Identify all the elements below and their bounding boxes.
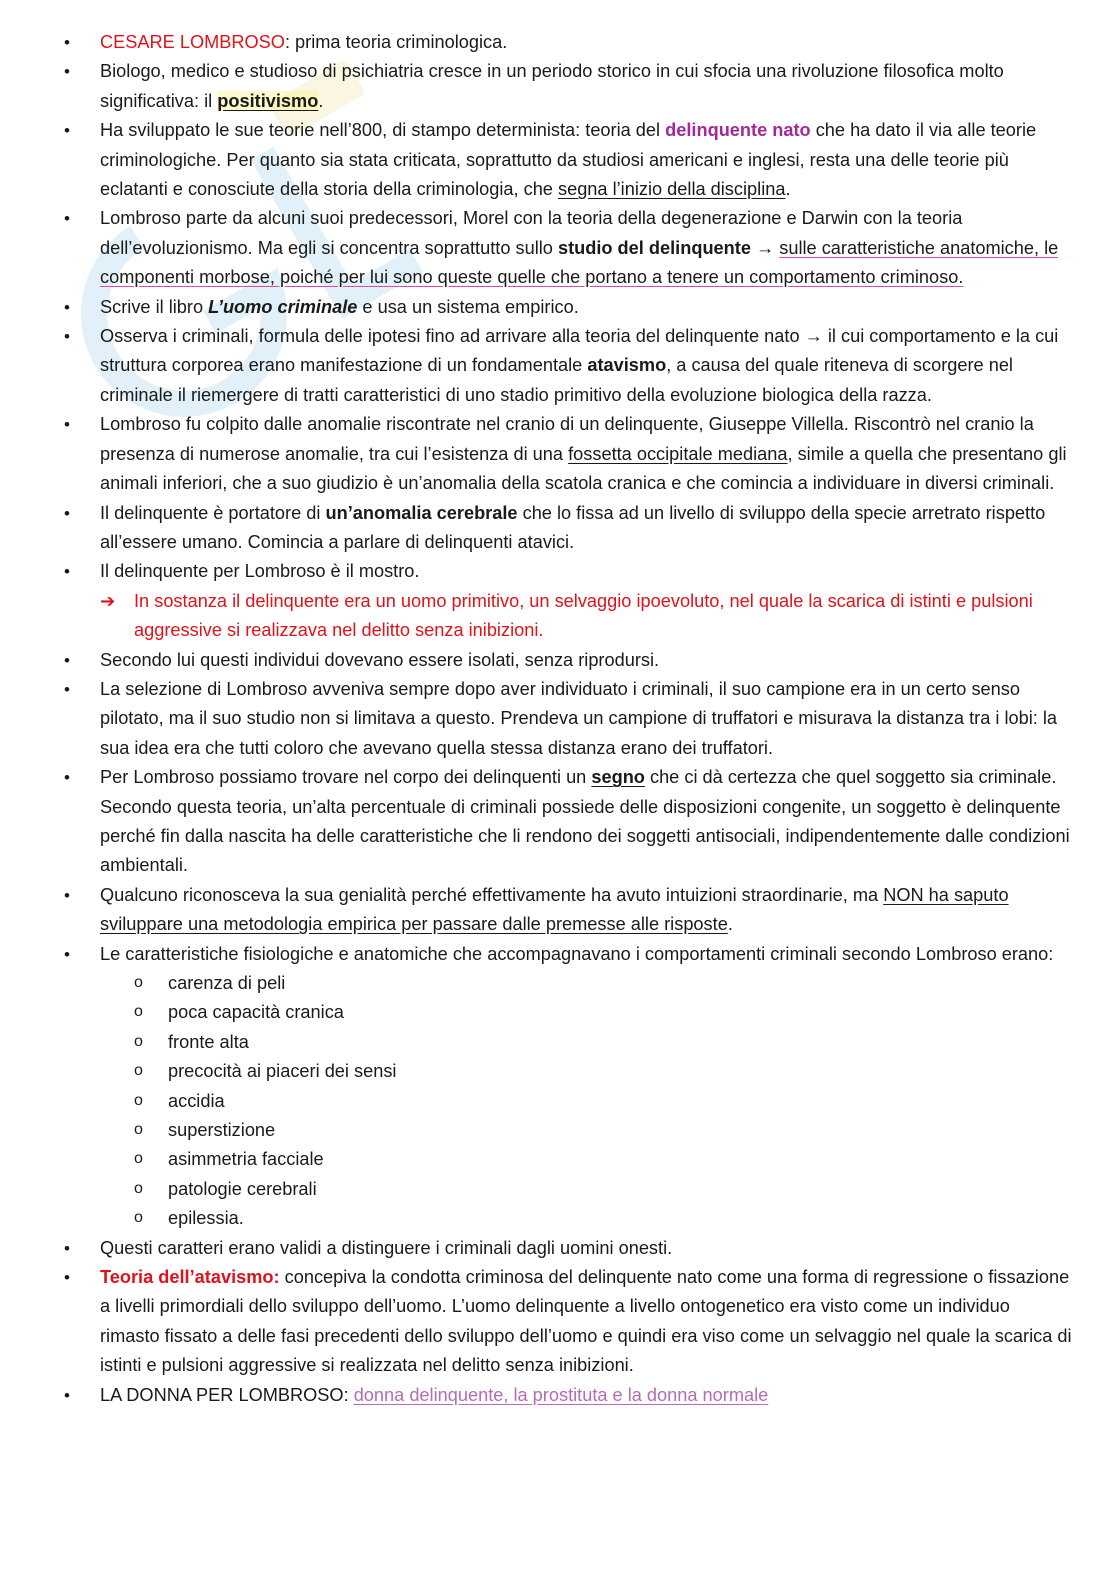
list-item: • Qualcuno riconosceva la sua genialità perché effettivamente ha avuto intuizioni straordinarie, ma NON ha saputo sviluppare una metodologia empirica per passare dalle premesse alle risposte. bbox=[62, 881, 1074, 940]
list-item: • Questi caratteri erano validi a distinguere i criminali dagli uomini onesti. bbox=[62, 1234, 1074, 1263]
list-item: • Secondo lui questi individui dovevano essere isolati, senza riprodursi. bbox=[62, 646, 1074, 675]
sub-list-item: o poca capacità cranica bbox=[100, 998, 1074, 1027]
keyword-delinquente-nato: delinquente nato bbox=[665, 120, 811, 141]
list-item: • Il delinquente è portatore di un’anomalia cerebrale che lo fissa ad un livello di sviluppo della specie arretrato rispetto all’essere umano. Comincia a parlare di delinquenti atavici. bbox=[62, 499, 1074, 558]
sub-list-item: o asimmetria facciale bbox=[100, 1145, 1074, 1174]
sub-list-item: o superstizione bbox=[100, 1116, 1074, 1145]
arrow-icon: → bbox=[750, 237, 780, 258]
bullet-list bbox=[62, 28, 1074, 1410]
theory-label: Teoria dell’atavismo: bbox=[100, 1267, 280, 1288]
list-item: • Teoria dell’atavismo: concepiva la condotta criminosa del delinquente nato come una forma di regressione o fissazione a livelli primordiali dello sviluppo dell’uomo. L’uomo delinquente a livello ontogenetico era visto come un individuo rimasto fissato a delle fasi precedenti dello sviluppo dell’uomo e quindi era viso come un selvaggio nel quale la scarica di istinti e pulsioni aggressive si realizzata nel delitto senza inibizioni. bbox=[62, 1263, 1074, 1381]
list-item: • Lombroso parte da alcuni suoi predecessori, Morel con la teoria della degenerazione e Darwin con la teoria dell’evoluzionismo. Ma egli si concentra soprattutto sullo studio del delinquente → sulle caratteristiche anatomiche, le componenti morbose, poiché per lui sono queste quelle che portano a tenere un comportamento criminoso. bbox=[62, 204, 1074, 292]
list-item: • Biologo, medico e studioso di psichiatria cresce in un periodo storico in cui sfocia una rivoluzione filosofica molto significativa: il positivismo. bbox=[62, 57, 1074, 116]
women-link[interactable]: donna delinquente, la prostituta e la donna normale bbox=[353, 1384, 769, 1405]
sub-list-item: o precocità ai piaceri dei sensi bbox=[100, 1057, 1074, 1086]
list-item: • Il delinquente per Lombroso è il mostro. ➔ In sostanza il delinquente era un uomo primitivo, un selvaggio ipoevoluto, nel quale la scarica di istinti e pulsioni aggressive si realizzava nel delitto senza inibizioni. bbox=[62, 557, 1074, 645]
keyword-positivismo: positivismo bbox=[217, 90, 319, 111]
notes-content bbox=[62, 28, 1074, 1410]
list-item: • Osserva i criminali, formula delle ipotesi fino ad arrivare alla teoria del delinquente nato → il cui comportamento e la cui struttura corporea erano manifestazione di un fondamentale atavismo, a causa del quale riteneva di scorgere nel criminale il riemergere di tratti caratteristici di uno stadio primitivo della evoluzione biologica della razza. bbox=[62, 322, 1074, 410]
list-item: • Lombroso fu colpito dalle anomalie riscontrate nel cranio di un delinquente, Giuseppe Villella. Riscontrò nel cranio la presenza di numerose anomalie, tra cui l’esistenza di una fossetta occipitale mediana, simile a quella che presentano gli animali inferiori, che a suo giudizio è un’anomalia della scatola cranica e che comincia a individuare in diversi criminali. bbox=[62, 410, 1074, 498]
list-item: • Le caratteristiche fisiologiche e anatomiche che accompagnavano i comportamenti criminali secondo Lombroso erano: o carenza di peli o poca capacità cranica o fronte alta o precocità ai piaceri dei sensi o accidia o superstizione o asimmetria facciale o patologie cerebrali o epilessia. bbox=[62, 940, 1074, 1234]
sub-list-item: o fronte alta bbox=[100, 1028, 1074, 1057]
list-item: • La selezione di Lombroso avveniva sempre dopo aver individuato i criminali, il suo campione era in un certo senso pilotato, ma il suo studio non si limitava a questo. Prendeva un campione di truffatori e misurava la distanza tra i lobi: la sua idea era che tutti coloro che avevano quella stessa distanza erano dei truffatori. bbox=[62, 675, 1074, 763]
sub-list-item: o patologie cerebrali bbox=[100, 1175, 1074, 1204]
list-item: • Scrive il libro L’uomo criminale e usa un sistema empirico. bbox=[62, 293, 1074, 322]
book-title: L’uomo criminale bbox=[208, 296, 358, 317]
list-item: • Per Lombroso possiamo trovare nel corpo dei delinquenti un segno che ci dà certezza che quel soggetto sia criminale. Secondo questa teoria, un’alta percentuale di criminali possiede delle disposizioni congenite, un soggetto è delinquente perché fin dalla nascita ha delle caratteristiche che li rendono dei soggetti antisociali, indipendentemente dalle condizioni ambientali. bbox=[62, 763, 1074, 881]
sub-list-item: o carenza di peli bbox=[100, 969, 1074, 998]
traits-sublist bbox=[100, 969, 1074, 1234]
sub-list-item: o epilessia. bbox=[100, 1204, 1074, 1233]
author-name: CESARE LOMBROSO bbox=[100, 32, 285, 52]
list-item: • CESARE LOMBROSO: prima teoria criminologica. bbox=[62, 28, 1074, 57]
arrow-note: ➔ In sostanza il delinquente era un uomo primitivo, un selvaggio ipoevoluto, nel quale la scarica di istinti e pulsioni aggressive si realizzava nel delitto senza inibizioni. bbox=[100, 587, 1074, 646]
arrow-right-icon: ➔ bbox=[100, 590, 116, 611]
list-item: • LA DONNA PER LOMBROSO: donna delinquente, la prostituta e la donna normale bbox=[62, 1381, 1074, 1410]
sub-list-item: o accidia bbox=[100, 1087, 1074, 1116]
list-item: • Ha sviluppato le sue teorie nell’800, di stampo determinista: teoria del delinquente nato che ha dato il via alle teorie criminologiche. Per quanto sia stata criticata, soprattutto da studiosi americani e inglesi, resta una delle teorie più eclatanti e conosciute della storia della criminologia, che segna l’inizio della disciplina. bbox=[62, 116, 1074, 204]
